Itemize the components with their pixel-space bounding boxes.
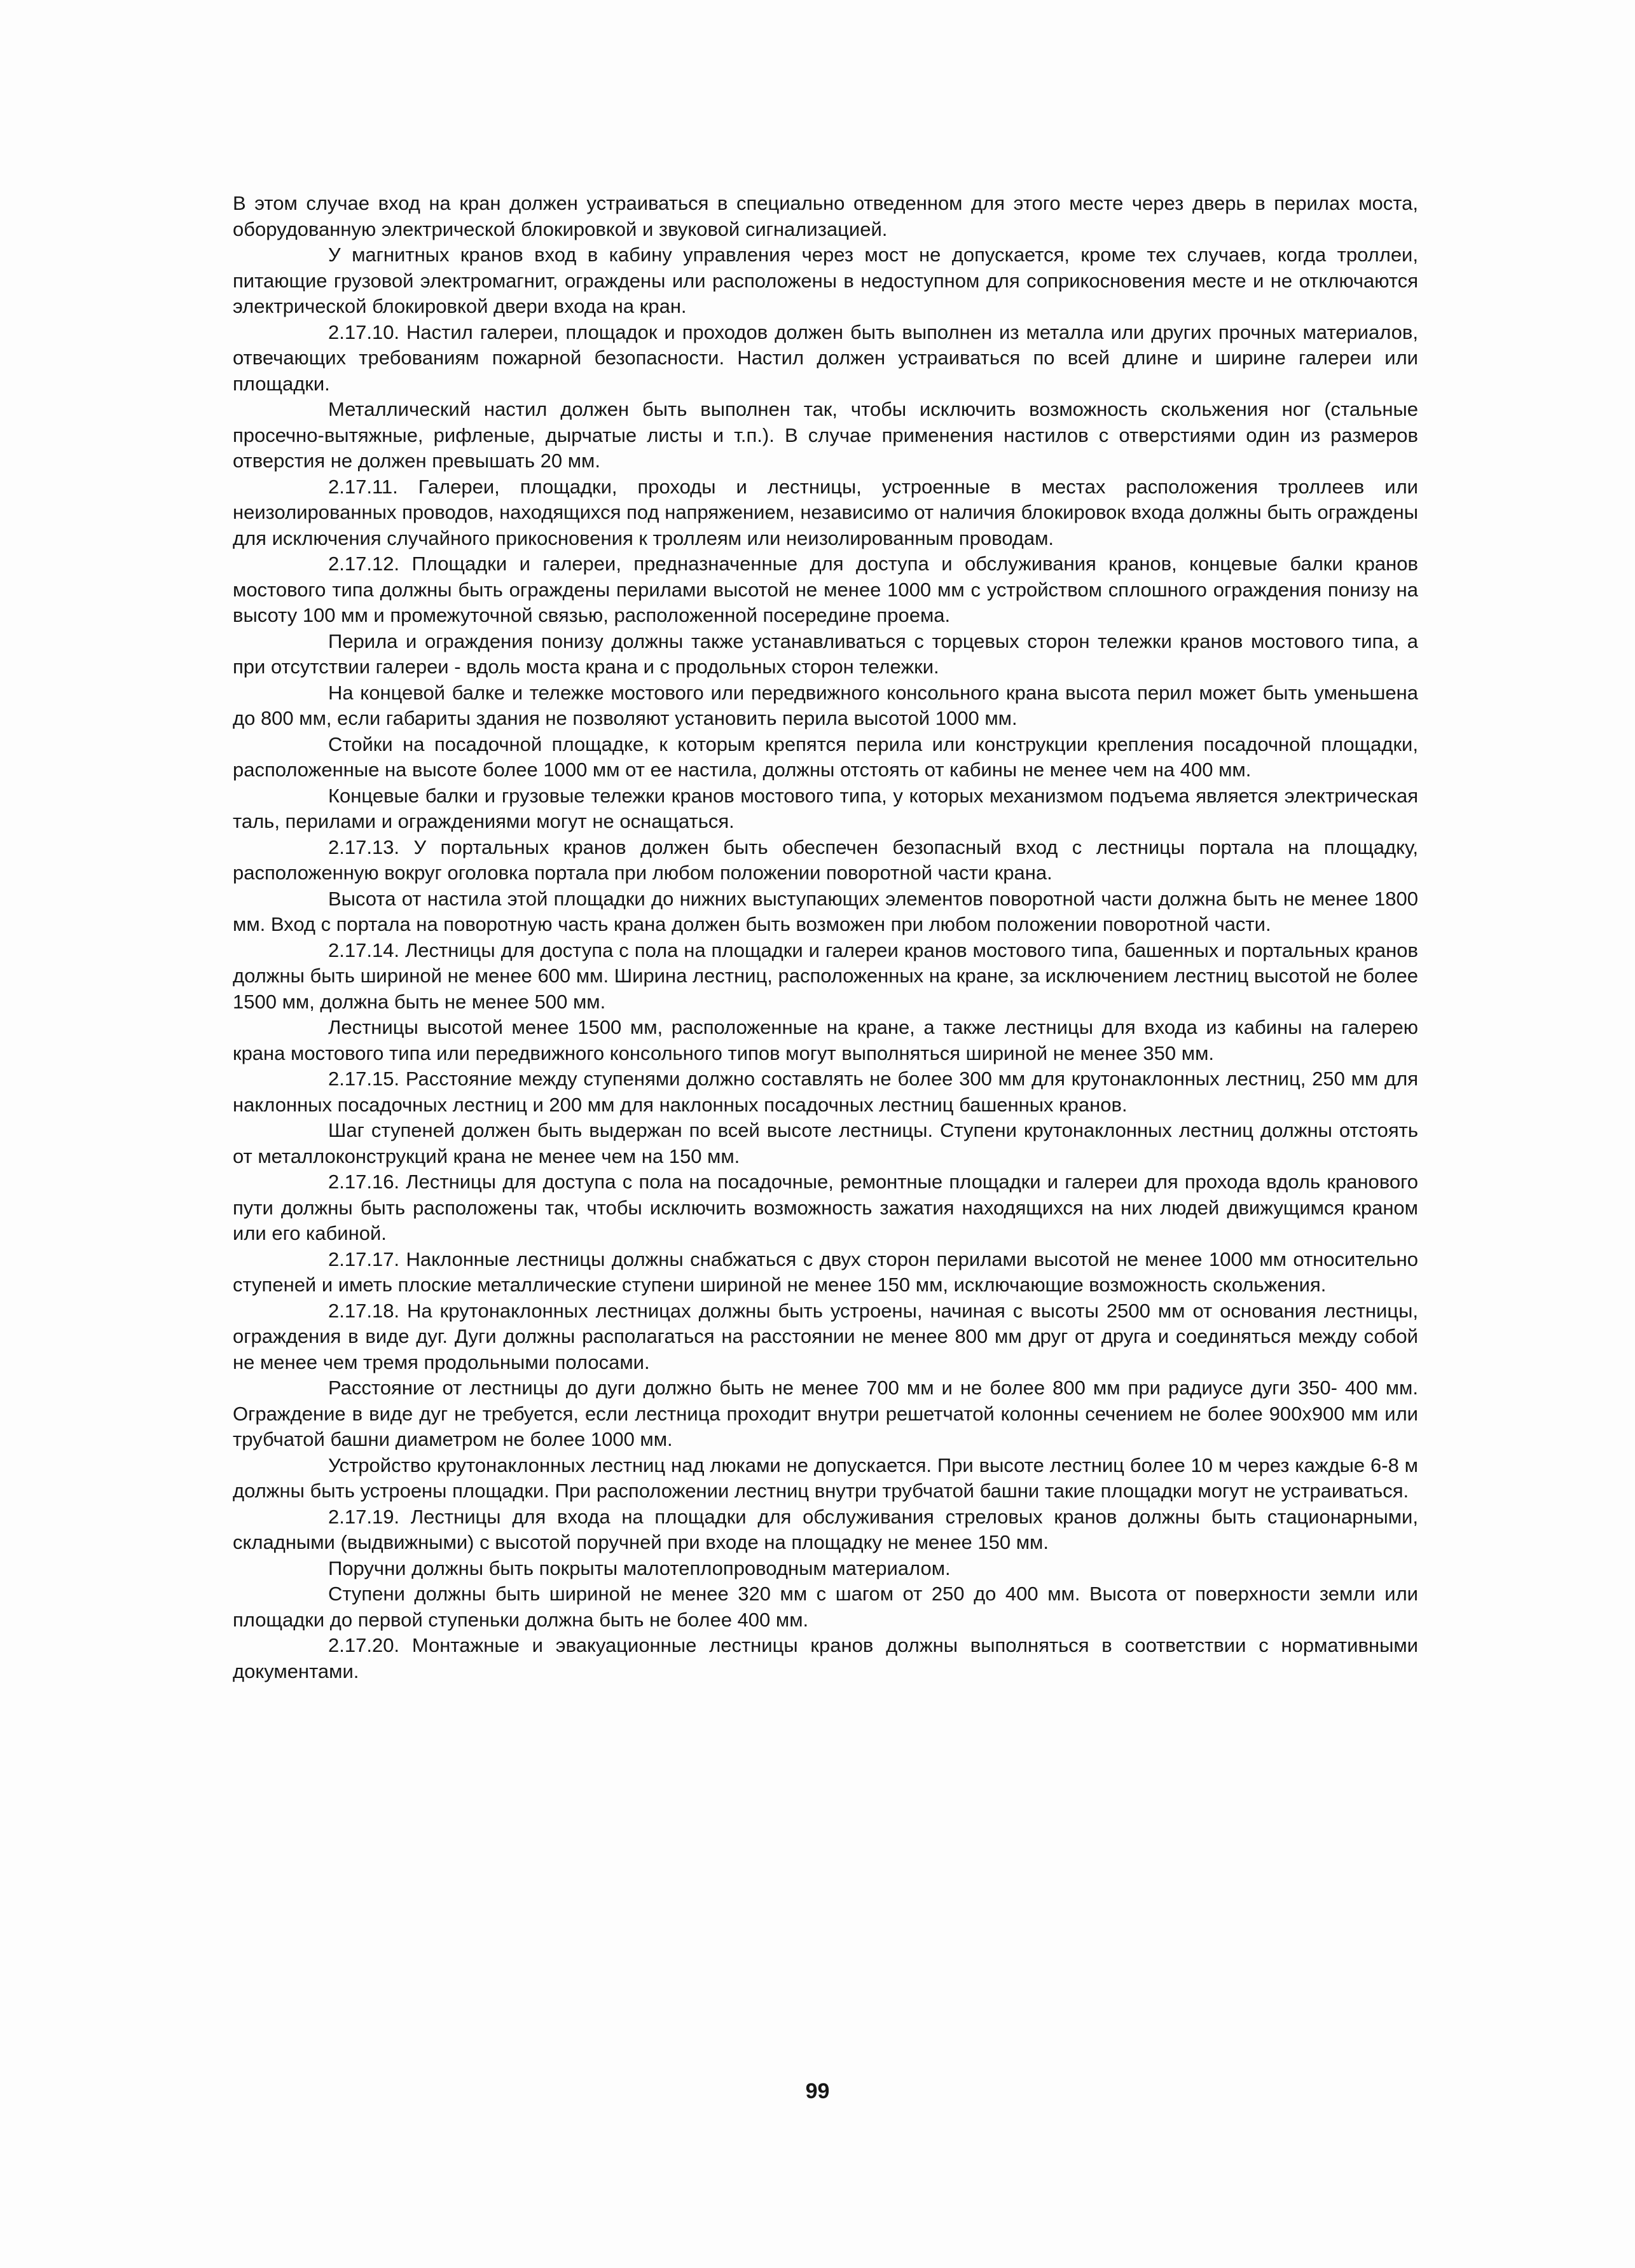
paragraph: Концевые балки и грузовые тележки кранов мостового типа, у которых механизмом подъема является электрическая таль, перилами и ограждениями могут не оснащаться. [233, 784, 1418, 832]
paragraph: 2.17.16. Лестницы для доступа с пола на посадочные, ремонтные площадки и галереи для прохода вдоль кранового пути должны быть расположены так, чтобы исключить возможность зажатия находящихся на них людей движущимся краном или его кабиной. [233, 1171, 1418, 1244]
paragraph: 2.17.14. Лестницы для доступа с пола на площадки и галереи кранов мостового типа, башенных и портальных кранов должны быть шириной не менее 600 мм. Ширина лестниц, расположенных на кране, за исключением лестниц высотой не более 1500 мм, должна быть не менее 500 мм. [233, 938, 1418, 1013]
paragraph: 2.17.17. Наклонные лестницы должны снабжаться с двух сторон перилами высотой не менее 1000 мм относительно ступеней и иметь плоские металлические ступени шириной не менее 150 мм, исключающие возможность скольжения. [233, 1247, 1418, 1296]
paragraph: 2.17.10. Настил галереи, площадок и проходов должен быть выполнен из металла или других прочных материалов, отвечающих требованиям пожарной безопасности. Настил должен устраиваться по всей длине и ширине галереи или площадки. [233, 320, 1418, 395]
page-number: 99 [805, 2079, 830, 2103]
paragraph: Шаг ступеней должен быть выдержан по всей высоте лестницы. Ступени крутонаклонных лестниц должны отстоять от металлоконструкций крана не менее чем на 150 мм. [233, 1119, 1418, 1167]
paragraph: Стойки на посадочной площадке, к которым крепятся перила или конструкции крепления посадочной площадки, расположенные на высоте более 1000 мм от ее настила, должны отстоять от кабины не менее чем на 400 мм. [233, 732, 1418, 781]
paragraph: Металлический настил должен быть выполнен так, чтобы исключить возможность скольжения ног (стальные просечно-вытяжные, рифленые, дырчатые листы и т.п.). В случае применения настилов с отверстиями один из размеров отверстия не должен превышать 20 мм. [233, 398, 1418, 472]
paragraph: Ступени должны быть шириной не менее 320 мм с шагом от 250 до 400 мм. Высота от поверхности земли или площадки до первой ступеньки должна быть не более 400 мм. [233, 1583, 1418, 1631]
paragraph: 2.17.11. Галереи, площадки, проходы и лестницы, устроенные в местах расположения троллеев или неизолированных проводов, находящихся под напряжением, независимо от наличия блокировок входа должны быть ограждены для исключения случайного прикосновения к троллеям или неизолированным проводам. [233, 475, 1418, 549]
paragraph: Лестницы высотой менее 1500 мм, расположенные на кране, а также лестницы для входа из кабины на галерею крана мостового типа или передвижного консольного типов могут выполняться шириной не менее 350 мм. [233, 1016, 1418, 1064]
paragraph: 2.17.13. У портальных кранов должен быть обеспечен безопасный вход с лестницы портала на площадку, расположенную вокруг оголовка портала при любом положении поворотной части крана. [233, 835, 1418, 884]
paragraph: Устройство крутонаклонных лестниц над люками не допускается. При высоте лестниц более 10 м через каждые 6-8 м должны быть устроены площадки. При расположении лестниц внутри трубчатой башни такие площадки могут не устраиваться. [233, 1454, 1418, 1502]
paragraph: Расстояние от лестницы до дуги должно быть не менее 700 мм и не более 800 мм при радиусе дуги 350- 400 мм. Ограждение в виде дуг не требуется, если лестница проходит внутри решетчатой колонны сечением не более 900х900 мм или трубчатой башни диаметром не более 1000 мм. [233, 1377, 1418, 1450]
paragraph: 2.17.20. Монтажные и эвакуационные лестницы кранов должны выполняться в соответствии с нормативными документами. [233, 1634, 1418, 1682]
body-text [233, 191, 1418, 1684]
paragraph: Высота от настила этой площадки до нижних выступающих элементов поворотной части должна быть не менее 1800 мм. Вход с портала на поворотную часть крана должен быть возможен при любом положении поворотной части. [233, 887, 1418, 935]
paragraph: 2.17.12. Площадки и галереи, предназначенные для доступа и обслуживания кранов, концевые балки кранов мостового типа должны быть ограждены перилами высотой не менее 1000 мм с устройством сплошного ограждения понизу на высоту 100 мм и промежуточной связью, расположенной посередине проема. [233, 553, 1418, 626]
paragraph: 2.17.19. Лестницы для входа на площадки для обслуживания стреловых кранов должны быть стационарными, складными (выдвижными) с высотой поручней при входе на площадку не менее 150 мм. [233, 1505, 1418, 1553]
paragraph: 2.17.15. Расстояние между ступенями должно составлять не более 300 мм для крутонаклонных лестниц, 250 мм для наклонных посадочных лестниц и 200 мм для наклонных посадочных лестниц башенных кранов. [233, 1068, 1418, 1116]
paragraph: В этом случае вход на кран должен устраиваться в специально отведенном для этого месте через дверь в перилах моста, оборудованную электрической блокировкой и звуковой сигнализацией. [233, 192, 1418, 240]
paragraph: На концевой балке и тележке мостового или передвижного консольного крана высота перил может быть уменьшена до 800 мм, если габариты здания не позволяют установить перила высотой 1000 мм. [233, 681, 1418, 729]
paragraph: Поручни должны быть покрыты малотеплопроводным материалом. [328, 1557, 951, 1579]
paragraph: Перила и ограждения понизу должны также устанавливаться с торцевых сторон тележки кранов мостового типа, а при отсутствии галереи - вдоль моста крана и с продольных сторон тележки. [233, 629, 1418, 678]
paragraph: 2.17.18. На крутонаклонных лестницах должны быть устроены, начиная с высоты 2500 мм от основания лестницы, ограждения в виде дуг. Дуги должны располагаться на расстоянии не менее 800 мм друг от друга и соединяться между собой не менее чем тремя продольными полосами. [233, 1299, 1418, 1373]
paragraph: У магнитных кранов вход в кабину управления через мост не допускается, кроме тех случаев, когда троллеи, питающие грузовой электромагнит, ограждены или расположены в недоступном для соприкосновения месте и не отключаются электрической блокировкой двери входа на кран. [233, 244, 1418, 317]
